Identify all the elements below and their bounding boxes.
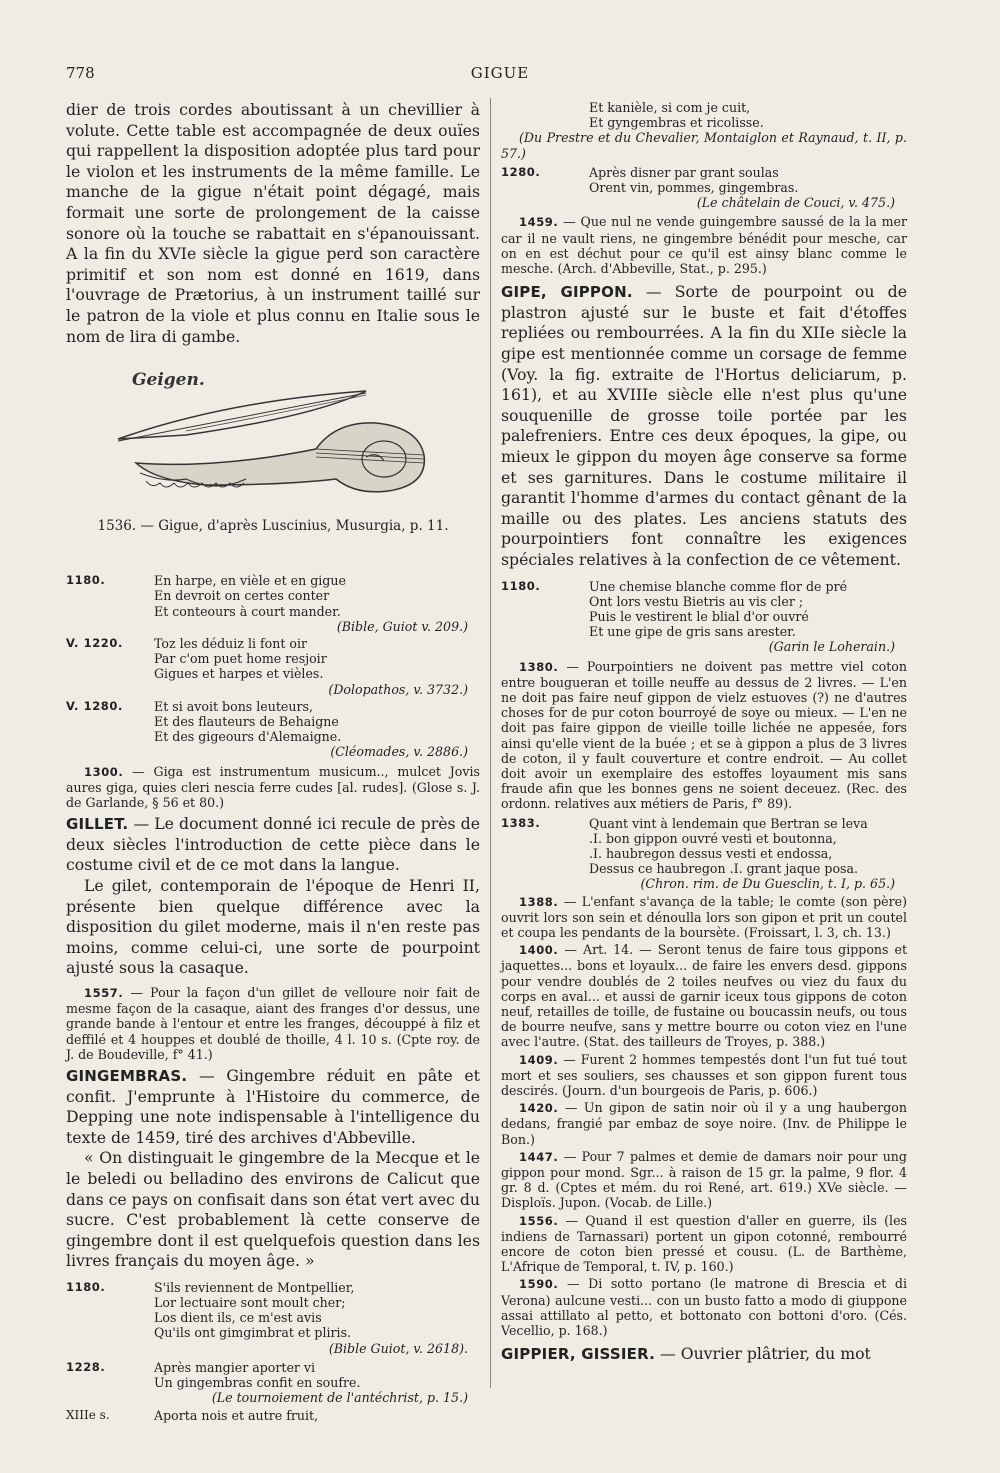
entry-text: — Giga est instrumentum musicum.., mulcet Jovis aures giga, quies cleri nescia ferre cudes [al. rudes]. (Glose s. J. de Garlande, § 56 et 80.): [66, 763, 480, 810]
citation-1180-gipe: [501, 579, 907, 655]
verse-line: Quant vint à lendemain que Bertran se leva: [589, 815, 868, 831]
citation-date: 1380.: [519, 659, 559, 674]
citation-date: 1420.: [519, 1101, 559, 1116]
citation-1228: [66, 1360, 480, 1406]
citation-date: XIIIe s.: [66, 1407, 110, 1422]
verse-line: Toz les déduiz li font oir: [154, 635, 308, 651]
verse-line: S'ils reviennent de Montpellier,: [154, 1279, 355, 1295]
citation-13th-century: [66, 1408, 480, 1423]
page-number: 778: [66, 64, 95, 82]
citation-source: (Garin le Loherain.): [768, 639, 895, 655]
entry-text: — Sorte de pourpoint ou de plastron ajusté sur le buste et fait d'étoffes repliées ou rembourrées. A la fin du XIIe siècle la gipe est mentionnée comme un corsage de femme (Voy. la fig. extraite de l'Hortus deliciarum, p. 161), et au XVIIIe siècle elle n'est plus qu'une souquenille de grosse toile portée par les palefreniers. Entre ces deux époques, la gipe, ou mieux le gippon du moyen âge conserve sa forme et ses garnitures. Dans le costume militaire il garantit l'homme d'armes du contact gênant de la maille ou des plates. Les anciens statuts des pourpointiers font connaître les exigences spéciales relatives à la confection de ce vêtement.: [501, 282, 907, 569]
running-head: GIGUE: [470, 64, 530, 82]
verse-line: .I. bon gippon ouvré vesti et boutonna,: [589, 830, 837, 846]
citation-date: 1459.: [519, 215, 559, 230]
verse-line: Et gyngembras et ricolisse.: [589, 115, 764, 131]
citation-source: (Le tournoiement de l'antéchrist, p. 15.): [211, 1390, 468, 1406]
citation-1180-gingembras: [66, 1280, 480, 1356]
verse-line: Orent vin, pommes, gingembras.: [589, 180, 799, 196]
verse-line: Ont lors vestu Bietris au vis cler ;: [589, 593, 804, 609]
citation-source: (Le châtelain de Couci, v. 475.): [696, 195, 895, 211]
entry-text: — Ouvrier plâtrier, du mot: [660, 1344, 871, 1364]
citation-source: (Dolopathos, v. 3732.): [328, 681, 468, 697]
entry-gillet: [66, 814, 480, 876]
intro-paragraph: dier de trois cordes aboutissant à un chevillier à volute. Cette table est accompagnée de deux ouïes qui rappellent la disposition adoptée plus tard pour le violon et les instruments de la même famille. Le manche de la gigue n'était point dégagé, mais formait une sorte de prolongement de la caisse sonore où la touche se rabattait en s'épanouissant. A la fin du XVIe siècle la gigue perd son caractère primitif et son nom est donné en 1619, dans l'ouvrage de Prætorius, à un instrument taillé sur le patron de la viole et plus connu en Italie sous le nom de lira di gambe.: [66, 100, 480, 346]
entry-1590: [501, 1276, 907, 1338]
citation-1280: [66, 699, 480, 760]
entry-1380: [501, 659, 907, 812]
citation-1280-right: [501, 165, 907, 211]
verse-line: Et des flauteurs de Behaigne: [154, 713, 339, 729]
verse-line: Aporta nois et autre fruit,: [154, 1407, 319, 1423]
verse-line: Une chemise blanche comme flor de pré: [589, 578, 848, 594]
figure-caption: 1536. — Gigue, d'après Luscinius, Musurgia, p. 11.: [97, 518, 449, 535]
gigue-illustration: [66, 361, 480, 511]
verse-line: .I. haubregon dessus vesti et endossa,: [589, 846, 833, 861]
verse-line: Qu'ils ont gimgimbrat et pliris.: [154, 1325, 352, 1341]
verse-line: Après mangier aporter vi: [154, 1359, 316, 1375]
citation-date: 1300.: [84, 764, 124, 779]
citation-1220: [66, 636, 480, 697]
citation-source: (Du Prestre et du Chevalier, Montaiglon et Raynaud, t. II, p. 57.): [501, 130, 907, 161]
entry-1459: [501, 214, 907, 276]
citation-date: 1556.: [519, 1213, 559, 1228]
entry-text: — Que nul ne vende guingembre saussé de la la mer car il ne vault riens, ne gingembre bénédit pour mesche, car on en est déchut pour ce qu'il est ainsy blanc comme le mesche. (Arch. d'Abbeville, Stat., p. 295.): [501, 214, 907, 277]
entry-text: — Art. 14. — Seront tenus de faire tous gippons et jaquettes... bons et loyaulx... de faire les envers desd. gippons pour vendre doublés de 2 toiles neufves ou viez du faux du corps en aval... et aussi de garnir iceux tous gippons de coton neuf, retailles de toille, de fustaine ou boucassin neufs, ou tous de bourre neufve, sans y mettre bourre ou coton viez en l'une avec l'autre. (Stat. des tailleurs de Troyes, p. 388.): [501, 942, 907, 1050]
verse-line: Et une gipe de gris sans arester.: [589, 624, 796, 640]
citation-date: 1228.: [66, 1359, 106, 1374]
citation-1180: [66, 573, 480, 634]
citation-date: 1409.: [519, 1052, 559, 1067]
citation-source: (Bible Guiot, v. 2618).: [328, 1340, 468, 1356]
entry-text: — Furent 2 hommes tempestés dont l'un fut tué tout mort et ses souliers, ses chausses et son gippon furent tous descirés. (Journ. d'un bourgeois de Paris, p. 606.): [501, 1051, 907, 1099]
entry-text: — Pourpointiers ne doivent pas mettre viel coton entre bougueran et toille neuffe au dessus de 2 livres. — L'en ne doit pas faire neuf gippon de vielz estuoves (?) ne d'autres choses for de pur coton bourroyé de soye ou mieux. — L'en ne doit pas faire gippon de vieille toille lichée ne appesée, fors ainsi qu'elle vient de la buée ; et se à gippon a plus de 3 livres de coton, il y fault couverture et contre endroit. — Au collet doit avoir un exemplaire des estoffes loyaument mis sans fraude afin que les bonnes gens ne soient deceuez. (Rec. des ordonn. relatives aux métiers de Paris, f° 89).: [501, 658, 908, 812]
verse-line: Puis le vestirent le blial d'or ouvré: [589, 608, 809, 624]
entry-1556: [501, 1213, 907, 1275]
entry-text: — Un gipon de satin noir où il y a ung haubergon dedans, frangié par embaz de soye noire. (Inv. de Philippe le Bon.): [501, 1100, 907, 1147]
entry-text: — Le document donné ici recule de près de deux siècles l'introduction de cette pièce dans le costume civil et de ce mot dans la langue.: [66, 814, 480, 875]
citation-date: 1557.: [84, 985, 124, 1000]
verse-line: Et des gigeours d'Alemaigne.: [154, 729, 342, 745]
verse-line: Et kanièle, si com je cuit,: [589, 100, 751, 115]
citation-date: 1388.: [519, 894, 559, 909]
entry-text: — L'enfant s'avança de la table; le comte (son père) ouvrit lors son sein et dénoulla lors son gipon et prit un coutel et coupa les pendants de la boursète. (Froissart, l. 3, ch. 13.): [501, 893, 908, 941]
entry-text: — Pour la façon d'un gillet de velloure noir fait de mesme façon de la casaque, aiant des franges d'or dessus, une grande bande à l'entour et entre les franges, découppé à filz et deffilé et 4 houppes et doublé de thoille, 4 l. 10 s. (Cpte roy. de J. de Boudeville, f° 41.): [66, 984, 480, 1062]
citation-date: 1180.: [501, 578, 541, 593]
verse-line: Un gingembras confit en soufre.: [154, 1375, 361, 1391]
entry-1400: [501, 942, 907, 1049]
citation-1383: [501, 816, 907, 892]
verse-line: En harpe, en vièle et en gigue: [154, 573, 346, 589]
page-header: [66, 64, 934, 88]
verse-line: Et si avoit bons leuteurs,: [154, 698, 313, 714]
entry-1557: [66, 985, 480, 1062]
citation-date: 1400.: [519, 943, 559, 958]
entry-text: — Gingembre réduit en pâte et confit. J'emprunte à l'Histoire du commerce, de Depping une note indispensable à l'intelligence du texte de 1459, tiré des archives d'Abbeville.: [66, 1065, 480, 1147]
figure-gigue: [66, 361, 480, 511]
gingembras-quote: « On distinguait le gingembre de la Mecque et le le beledi ou belladino des environs de Calicut que dans ce pays on confisait dans son état vert avec du sucre. C'est probablement là cette conserve de gingembre dont il est quelquefois question dans les livres français du moyen âge. »: [66, 1148, 480, 1271]
entry-gippier: [501, 1344, 907, 1365]
entry-gingembras: [66, 1066, 480, 1148]
verse-line: Gigues et harpes et vièles.: [154, 666, 324, 682]
citation-date: 1180.: [66, 1279, 106, 1294]
citation-source: (Chron. rim. de Du Guesclin, t. I, p. 65.): [640, 876, 895, 892]
verse-line: En devroit on certes conter: [154, 588, 330, 604]
citation-continuation: [501, 100, 907, 130]
citation-date: 1180.: [66, 573, 106, 588]
entry-1388: [501, 894, 907, 941]
left-column: [66, 100, 480, 1423]
entry-1447: [501, 1149, 907, 1211]
headword-gipe: GIPE, GIPPON.: [501, 283, 633, 302]
verse-line: Dessus ce haubregon .I. grant jaque posa.: [589, 861, 858, 877]
headword-gingembras: GINGEMBRAS.: [66, 1066, 188, 1085]
verse-line: Après disner par grant soulas: [589, 164, 779, 180]
citation-date: 1383.: [501, 815, 541, 830]
entry-gipe: [501, 282, 907, 570]
citation-date: 1590.: [519, 1277, 559, 1292]
verse-line: Et conteours à court mander.: [154, 603, 341, 619]
gillet-paragraph: Le gilet, contemporain de l'époque de Henri II, présente bien quelque différence avec la disposition du gilet moderne, mais il n'en reste pas moins, comme celui-ci, une sorte de pourpoint ajusté sous la casaque.: [66, 875, 480, 978]
entry-1300: [66, 764, 480, 811]
right-column: [501, 100, 907, 1365]
headword-gippier: GIPPIER, GISSIER.: [501, 1345, 656, 1364]
citation-source: (Bible, Guiot v. 209.): [336, 618, 468, 634]
figure-inscription: Geigen.: [132, 370, 205, 391]
entry-text: — Di sotto portano (le matrone di Brescia et di Verona) aulcune vesti... con un busto fatto a modo di giuppone assai attillato al petto, et bottonato con bottoni d'oro. (Cés. Vecellio, p. 168.): [501, 1276, 907, 1339]
entry-text: — Quand il est question d'aller en guerre, ils (les indiens de Tarnassari) portent un gipon cotonné, rembourré encore de coton bien pressé et cousu. (L. de Barthème, L'Afrique de Temporal, t. IV, p. 160.): [501, 1212, 907, 1275]
citation-source: (Cléomades, v. 2886.): [330, 744, 468, 760]
citation-date: V. 1220.: [66, 635, 123, 650]
verse-line: Los dient ils, ce m'est avis: [154, 1310, 322, 1326]
entry-text: — Pour 7 palmes et demie de damars noir pour ung gippon pour mond. Sgr... à raison de 15 gr. la palme, 9 flor. 4 gr. 8 d. (Cptes et mém. du roi René, art. 619.) XVe siècle. — Disploïs. Jupon. (Vocab. de Lille.): [501, 1148, 907, 1211]
headword-gillet: GILLET.: [66, 815, 129, 834]
entry-1420: [501, 1100, 907, 1147]
column-rule: [490, 98, 491, 1388]
citation-date: 1280.: [501, 164, 541, 179]
citation-date: V. 1280.: [66, 698, 123, 713]
verse-line: Lor lectuaire sont moult cher;: [154, 1295, 346, 1311]
verse-line: Par c'om puet home resjoir: [154, 651, 327, 667]
entry-1409: [501, 1052, 907, 1099]
citation-date: 1447.: [519, 1149, 559, 1164]
